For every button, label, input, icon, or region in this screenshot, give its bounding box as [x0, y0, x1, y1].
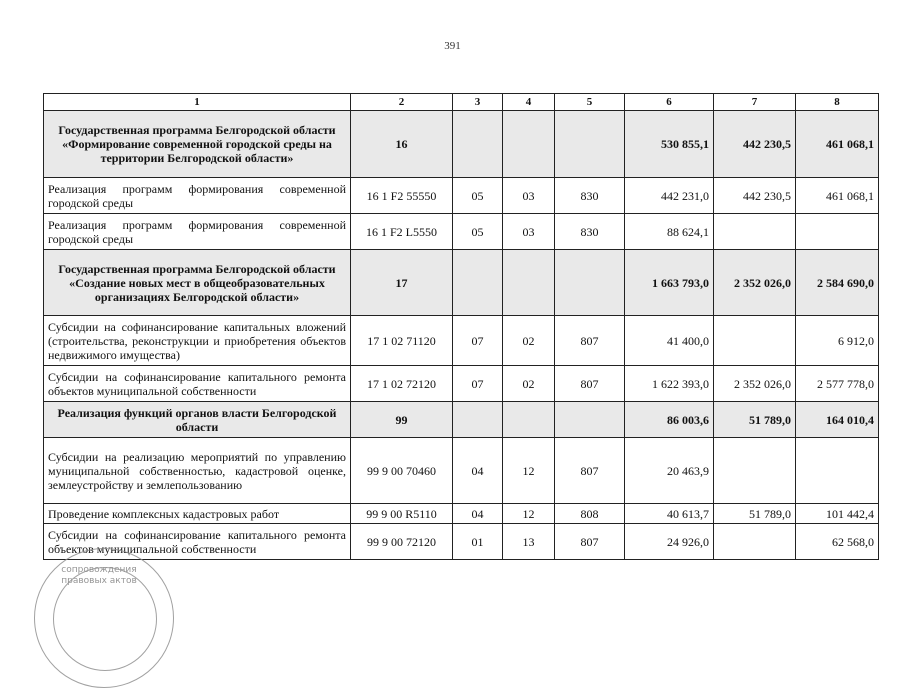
row-subsection: 12	[503, 504, 555, 524]
row-code: 99	[351, 402, 453, 438]
row-subsection: 02	[503, 316, 555, 366]
row-name: Государственная программа Белгородской области «Создание новых мест в общеобразовательных организациях Белгородской области»	[44, 250, 351, 316]
table-row	[44, 316, 879, 366]
row-expense-type: 808	[555, 504, 625, 524]
row-section	[453, 250, 503, 316]
stamp-text: сопровождения правовых актов	[61, 565, 137, 586]
table-row	[44, 366, 879, 402]
row-value-year2	[714, 316, 796, 366]
row-section: 07	[453, 316, 503, 366]
row-value-year1: 41 400,0	[625, 316, 714, 366]
row-value-year3: 101 442,4	[796, 504, 879, 524]
row-section	[453, 402, 503, 438]
row-value-year2	[714, 524, 796, 560]
row-value-year3: 2 577 778,0	[796, 366, 879, 402]
row-expense-type	[555, 111, 625, 178]
table-row	[44, 214, 879, 250]
header-cell: 6	[625, 94, 714, 111]
row-subsection: 03	[503, 178, 555, 214]
table-row	[44, 178, 879, 214]
table-row	[44, 524, 879, 560]
header-cell: 3	[453, 94, 503, 111]
row-value-year2: 442 230,5	[714, 178, 796, 214]
budget-table	[43, 93, 879, 560]
row-value-year1: 40 613,7	[625, 504, 714, 524]
row-value-year2: 442 230,5	[714, 111, 796, 178]
row-value-year3	[796, 214, 879, 250]
page-number: 391	[444, 40, 461, 52]
row-expense-type: 807	[555, 438, 625, 504]
program-row	[44, 402, 879, 438]
row-section	[453, 111, 503, 178]
row-value-year2: 2 352 026,0	[714, 366, 796, 402]
row-name: Реализация программ формирования современной городской среды	[44, 214, 351, 250]
row-value-year3: 62 568,0	[796, 524, 879, 560]
row-value-year1: 20 463,9	[625, 438, 714, 504]
row-subsection: 12	[503, 438, 555, 504]
row-expense-type: 830	[555, 214, 625, 250]
row-value-year3: 461 068,1	[796, 178, 879, 214]
row-value-year1: 86 003,6	[625, 402, 714, 438]
program-row	[44, 250, 879, 316]
row-code: 99 9 00 72120	[351, 524, 453, 560]
row-name: Субсидии на софинансирование капитального ремонта объектов муниципальной собственности	[44, 524, 351, 560]
row-code: 16 1 F2 55550	[351, 178, 453, 214]
row-value-year1: 88 624,1	[625, 214, 714, 250]
row-value-year3: 2 584 690,0	[796, 250, 879, 316]
row-subsection	[503, 250, 555, 316]
row-expense-type	[555, 402, 625, 438]
header-cell: 7	[714, 94, 796, 111]
document-stamp	[34, 548, 174, 688]
row-code: 17 1 02 71120	[351, 316, 453, 366]
row-name: Реализация функций органов власти Белгородской области	[44, 402, 351, 438]
header-cell: 2	[351, 94, 453, 111]
row-value-year3: 6 912,0	[796, 316, 879, 366]
table-row	[44, 504, 879, 524]
row-name: Субсидии на реализацию мероприятий по управлению муниципальной собственностью, кадастровой оценке, землеустройству и землепользованию	[44, 438, 351, 504]
row-section: 07	[453, 366, 503, 402]
row-value-year1: 24 926,0	[625, 524, 714, 560]
row-subsection: 13	[503, 524, 555, 560]
row-value-year1: 1 663 793,0	[625, 250, 714, 316]
row-expense-type	[555, 250, 625, 316]
row-subsection: 02	[503, 366, 555, 402]
row-name: Проведение комплексных кадастровых работ	[44, 504, 351, 524]
row-expense-type: 807	[555, 524, 625, 560]
header-cell: 1	[44, 94, 351, 111]
row-value-year2: 2 352 026,0	[714, 250, 796, 316]
row-name: Реализация программ формирования современной городской среды	[44, 178, 351, 214]
row-value-year1: 530 855,1	[625, 111, 714, 178]
row-value-year2: 51 789,0	[714, 402, 796, 438]
row-code: 16 1 F2 L5550	[351, 214, 453, 250]
row-value-year1: 442 231,0	[625, 178, 714, 214]
row-expense-type: 807	[555, 366, 625, 402]
row-section: 04	[453, 504, 503, 524]
row-value-year3: 461 068,1	[796, 111, 879, 178]
row-subsection	[503, 402, 555, 438]
row-value-year3	[796, 438, 879, 504]
header-cell: 4	[503, 94, 555, 111]
row-value-year2	[714, 214, 796, 250]
row-section: 05	[453, 214, 503, 250]
header-row	[44, 94, 879, 111]
row-subsection: 03	[503, 214, 555, 250]
row-value-year1: 1 622 393,0	[625, 366, 714, 402]
row-value-year3: 164 010,4	[796, 402, 879, 438]
row-expense-type: 830	[555, 178, 625, 214]
header-cell: 5	[555, 94, 625, 111]
program-row	[44, 111, 879, 178]
row-code: 99 9 00 70460	[351, 438, 453, 504]
table-row	[44, 438, 879, 504]
row-section: 01	[453, 524, 503, 560]
header-cell: 8	[796, 94, 879, 111]
row-code: 16	[351, 111, 453, 178]
row-value-year2	[714, 438, 796, 504]
row-expense-type: 807	[555, 316, 625, 366]
row-subsection	[503, 111, 555, 178]
row-code: 99 9 00 R5110	[351, 504, 453, 524]
row-name: Субсидии на софинансирование капитальных вложений (строительства, реконструкции и приобретения объектов недвижимого имущества)	[44, 316, 351, 366]
row-name: Государственная программа Белгородской области «Формирование современной городской среды на территории Белгородской области»	[44, 111, 351, 178]
row-value-year2: 51 789,0	[714, 504, 796, 524]
row-code: 17	[351, 250, 453, 316]
row-name: Субсидии на софинансирование капитального ремонта объектов муниципальной собственности	[44, 366, 351, 402]
row-section: 04	[453, 438, 503, 504]
row-code: 17 1 02 72120	[351, 366, 453, 402]
row-section: 05	[453, 178, 503, 214]
